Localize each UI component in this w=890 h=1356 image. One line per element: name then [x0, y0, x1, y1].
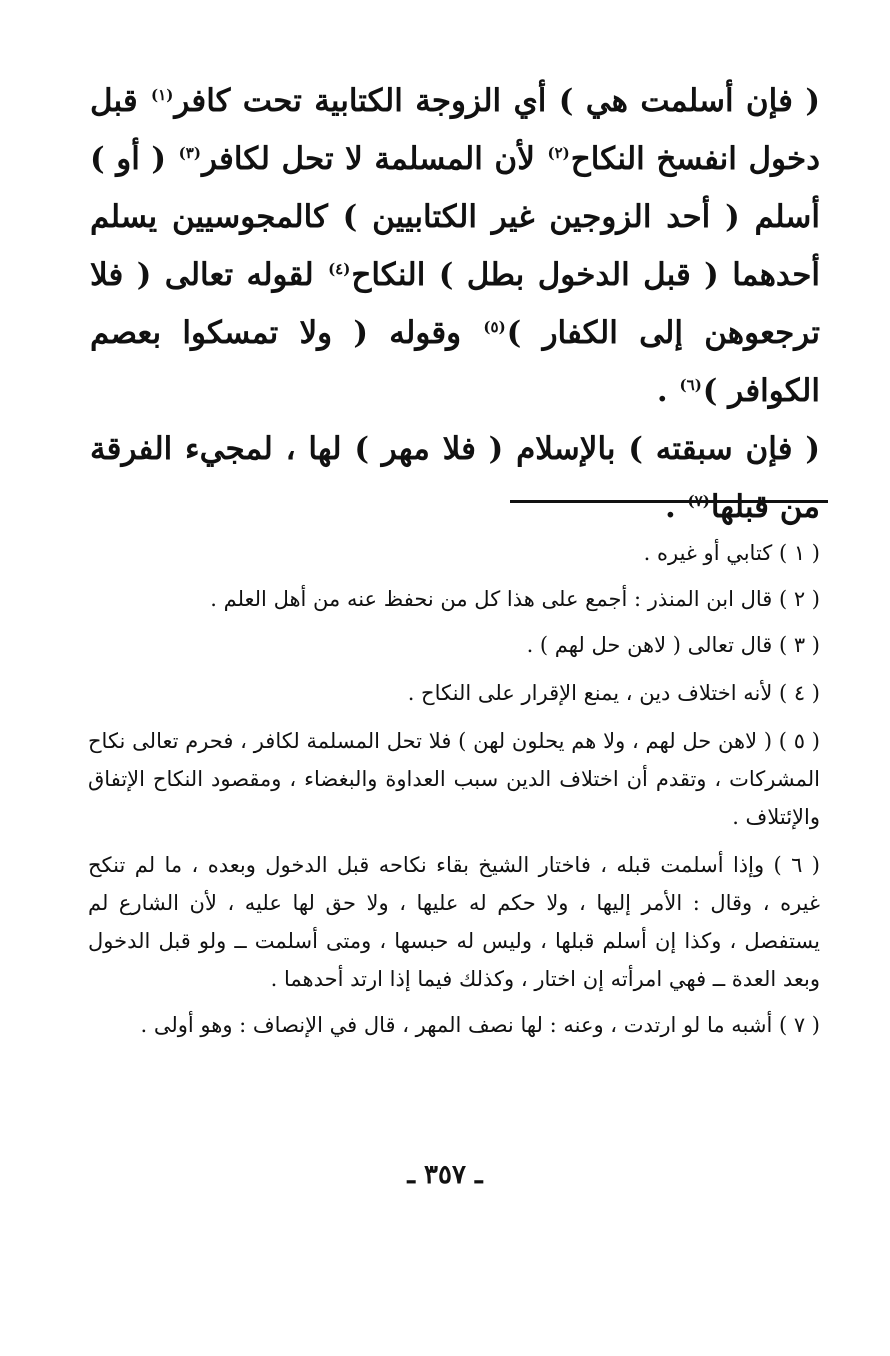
- main-paragraph-2: [90, 420, 820, 536]
- main-text-segment: ( أو ) أسلم ( أحد الزوجين غير الكتابيين ) كالمجوسيين يسلم أحدهما ( قبل الدخول بطل ) النكاح: [90, 141, 820, 293]
- footnote-4: ( ٤ ) لأنه اختلاف دين ، يمنع الإقرار على النكاح .: [407, 681, 820, 705]
- main-text-segment: .: [656, 373, 668, 409]
- footnote-3: ( ٣ ) قال تعالى ( لاهن حل لهم ) .: [526, 633, 820, 657]
- main-text-segment: ( فإن سبقته ) بالإسلام ( فلا مهر ) لها ، لمجيء الفرقة من قبلها: [90, 431, 820, 525]
- main-text-segment: قبل دخول انفسخ النكاح: [90, 83, 821, 177]
- footnote-5: ( ٥ ) ( لاهن حل لهم ، ولا هم يحلون لهن ) فلا تحل المسلمة لكافر ، فحرم تعالى نكاح المشركات ، وتقدم أن اختلاف الدين سبب العداوة والبغضاء ، ومقصود النكاح الإتفاق والإئتلاف .: [88, 729, 820, 829]
- footnote-2: ( ٢ ) قال ابن المنذر : أجمع على هذا كل من نحفظ عنه من أهل العلم .: [210, 587, 820, 611]
- main-text: [90, 72, 820, 536]
- footnote-6: ( ٦ ) وإذا أسلمت قبله ، فاختار الشيخ بقاء نكاحه قبل الدخول وبعده ، ما لم تنكح غيره ، وقال : الأمر إليها ، ولا حكم له عليها ، ولا حق لها عليه ، لأن الشارع لم يستفصل ، وكذا إن أسلم قبلها ، وليس له حبسها ، ومتى أسلمت ــ ولو قبل الدخول وبعد العدة ــ فهي امرأته إن اختار ، وكذلك فيما إذا ارتد أحدهما .: [88, 853, 820, 991]
- main-text-segment: لقوله تعالى ( فلا ترجعوهن إلى الكفار ): [90, 257, 821, 351]
- footnote-separator: [510, 500, 828, 503]
- page-number: ـ ٣٥٧ ـ: [407, 1160, 483, 1190]
- main-text-segment: .: [664, 489, 676, 525]
- footnote-ref-4: (٤): [328, 259, 351, 278]
- footnote-ref-7: (٧): [687, 491, 710, 510]
- main-text-segment: ( فإن أسلمت هي ) أي الزوجة الكتابية تحت كافر: [174, 83, 820, 119]
- footnotes-section: [88, 534, 820, 1052]
- footnote-ref-3: (٣): [178, 143, 201, 162]
- main-text-segment: وقوله ( ولا تمسكوا بعصم الكوافر ): [90, 315, 820, 409]
- footnote-ref-6: (٦): [679, 375, 702, 394]
- footnote-7: ( ٧ ) أشبه ما لو ارتدت ، وعنه : لها نصف المهر ، قال في الإنصاف : وهو أولى .: [140, 1013, 820, 1037]
- footnote-ref-2: (٢): [547, 143, 570, 162]
- footnote-1: ( ١ ) كتابي أو غيره .: [643, 541, 820, 565]
- main-text-segment: لأن المسلمة لا تحل لكافر: [201, 141, 535, 177]
- footnote-ref-5: (٥): [483, 317, 506, 336]
- footnote-ref-1: (١): [151, 85, 174, 104]
- main-paragraph-1: [90, 72, 820, 420]
